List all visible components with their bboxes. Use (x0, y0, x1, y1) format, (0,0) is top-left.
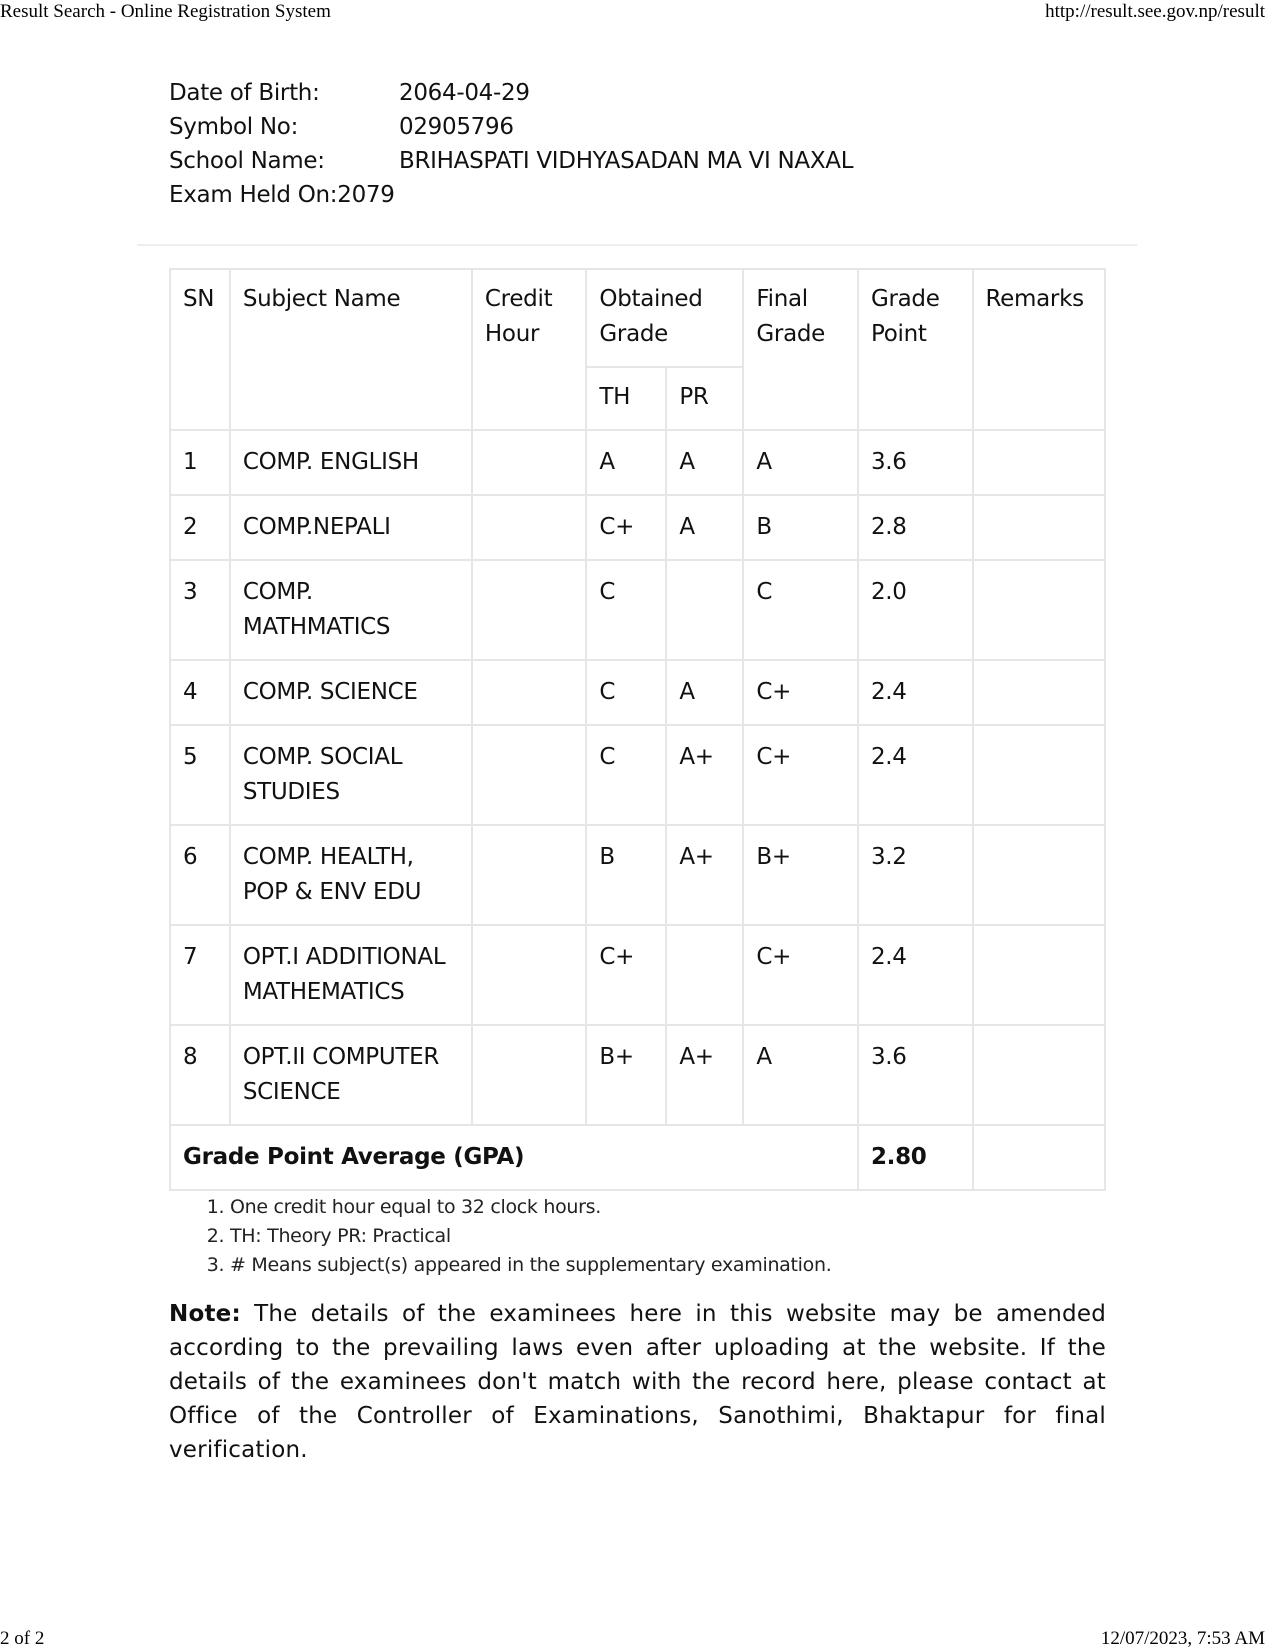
exam-label: Exam Held On: (169, 182, 338, 208)
exam-row (169, 178, 853, 212)
footnote-item: 3. # Means subject(s) appeared in the supplementary examination. (230, 1251, 831, 1280)
cell-sn: 5 (170, 725, 230, 825)
cell-sn: 8 (170, 1025, 230, 1125)
table-row (170, 825, 1105, 925)
cell-pr: A+ (666, 725, 743, 825)
print-datetime: 12/07/2023, 7:53 AM (1100, 1628, 1265, 1649)
school-row (169, 144, 853, 178)
gpa-row (170, 1125, 1105, 1190)
gpa-remarks (973, 1125, 1105, 1190)
cell-grade-point: 2.4 (858, 660, 973, 725)
cell-final-grade: C+ (743, 925, 858, 1025)
dob-label: Date of Birth: (169, 80, 320, 106)
cell-sn: 4 (170, 660, 230, 725)
cell-grade-point: 3.2 (858, 825, 973, 925)
cell-credit-hour (472, 825, 586, 925)
results-body (170, 430, 1105, 1125)
header-th: TH (586, 367, 666, 430)
header-obtained-grade: Obtained Grade (586, 269, 743, 367)
note-label: Note: (169, 1301, 241, 1327)
cell-pr (666, 560, 743, 660)
cell-remarks (973, 660, 1105, 725)
cell-subject: COMP. SCIENCE (230, 660, 472, 725)
cell-final-grade: A (743, 430, 858, 495)
cell-final-grade: A (743, 1025, 858, 1125)
cell-remarks (973, 430, 1105, 495)
table-row (170, 660, 1105, 725)
cell-remarks (973, 495, 1105, 560)
symbol-label: Symbol No: (169, 114, 299, 140)
cell-remarks (973, 925, 1105, 1025)
cell-pr: A (666, 660, 743, 725)
cell-th: C (586, 660, 666, 725)
cell-grade-point: 2.0 (858, 560, 973, 660)
cell-credit-hour (472, 495, 586, 560)
cell-grade-point: 2.8 (858, 495, 973, 560)
cell-sn: 2 (170, 495, 230, 560)
cell-sn: 7 (170, 925, 230, 1025)
cell-final-grade: B (743, 495, 858, 560)
disclaimer-note (169, 1297, 1106, 1467)
table-row (170, 1025, 1105, 1125)
cell-remarks (973, 825, 1105, 925)
cell-final-grade: C (743, 560, 858, 660)
cell-credit-hour (472, 430, 586, 495)
gpa-label: Grade Point Average (GPA) (170, 1125, 858, 1190)
section-divider (137, 244, 1137, 246)
page-number: 2 of 2 (0, 1628, 45, 1649)
cell-th: B (586, 825, 666, 925)
cell-subject: COMP. HEALTH, POP & ENV EDU (230, 825, 472, 925)
cell-sn: 6 (170, 825, 230, 925)
note-text: The details of the examinees here in this website may be amended according to the prevailing laws even after uploading at the website. If the details of the examinees don't match with the record here, please contact at Office of the Controller of Examinations, Sanothimi, Bhaktapur for final verification. (169, 1301, 1106, 1463)
dob-value: 2064-04-29 (399, 80, 530, 106)
table-row (170, 725, 1105, 825)
cell-subject: COMP. MATHMATICS (230, 560, 472, 660)
cell-th: A (586, 430, 666, 495)
cell-final-grade: C+ (743, 660, 858, 725)
cell-subject: COMP.NEPALI (230, 495, 472, 560)
table-row (170, 430, 1105, 495)
cell-credit-hour (472, 725, 586, 825)
gpa-value: 2.80 (858, 1125, 973, 1190)
cell-subject: OPT.I ADDITIONAL MATHEMATICS (230, 925, 472, 1025)
header-subject: Subject Name (230, 269, 472, 430)
footnote-item: 2. TH: Theory PR: Practical (230, 1222, 831, 1251)
footnotes-list (206, 1193, 831, 1280)
cell-pr: A (666, 430, 743, 495)
cell-subject: COMP. SOCIAL STUDIES (230, 725, 472, 825)
cell-remarks (973, 725, 1105, 825)
cell-th: C+ (586, 925, 666, 1025)
cell-credit-hour (472, 660, 586, 725)
cell-grade-point: 2.4 (858, 925, 973, 1025)
dob-row (169, 76, 853, 110)
cell-final-grade: C+ (743, 725, 858, 825)
exam-value: 2079 (337, 182, 395, 208)
cell-sn: 1 (170, 430, 230, 495)
header-remarks: Remarks (973, 269, 1105, 430)
cell-pr: A+ (666, 825, 743, 925)
cell-grade-point: 3.6 (858, 430, 973, 495)
header-sn: SN (170, 269, 230, 430)
cell-credit-hour (472, 925, 586, 1025)
cell-subject: OPT.II COMPUTER SCIENCE (230, 1025, 472, 1125)
cell-credit-hour (472, 1025, 586, 1125)
cell-subject: COMP. ENGLISH (230, 430, 472, 495)
header-row (170, 269, 1105, 367)
school-label: School Name: (169, 148, 325, 174)
header-grade-point: Grade Point (858, 269, 973, 430)
cell-grade-point: 3.6 (858, 1025, 973, 1125)
page-url: http://result.see.gov.np/result (1045, 1, 1265, 22)
cell-sn: 3 (170, 560, 230, 660)
cell-pr: A+ (666, 1025, 743, 1125)
school-value: BRIHASPATI VIDHYASADAN MA VI NAXAL (399, 148, 854, 174)
table-row (170, 560, 1105, 660)
cell-th: C (586, 560, 666, 660)
cell-pr: A (666, 495, 743, 560)
table-row (170, 495, 1105, 560)
header-credit-hour: Credit Hour (472, 269, 586, 430)
cell-remarks (973, 560, 1105, 660)
footnote-item: 1. One credit hour equal to 32 clock hours. (230, 1193, 831, 1222)
symbol-value: 02905796 (399, 114, 514, 140)
header-pr: PR (666, 367, 743, 430)
cell-credit-hour (472, 560, 586, 660)
page-title: Result Search - Online Registration System (0, 1, 331, 22)
student-info (169, 76, 853, 212)
cell-th: B+ (586, 1025, 666, 1125)
cell-th: C (586, 725, 666, 825)
table-row (170, 925, 1105, 1025)
print-header (0, 1, 1275, 23)
header-final-grade: Final Grade (743, 269, 858, 430)
cell-grade-point: 2.4 (858, 725, 973, 825)
cell-th: C+ (586, 495, 666, 560)
cell-remarks (973, 1025, 1105, 1125)
symbol-row (169, 110, 853, 144)
results-table (169, 268, 1106, 1191)
print-footer (0, 1628, 1275, 1650)
cell-final-grade: B+ (743, 825, 858, 925)
cell-pr (666, 925, 743, 1025)
